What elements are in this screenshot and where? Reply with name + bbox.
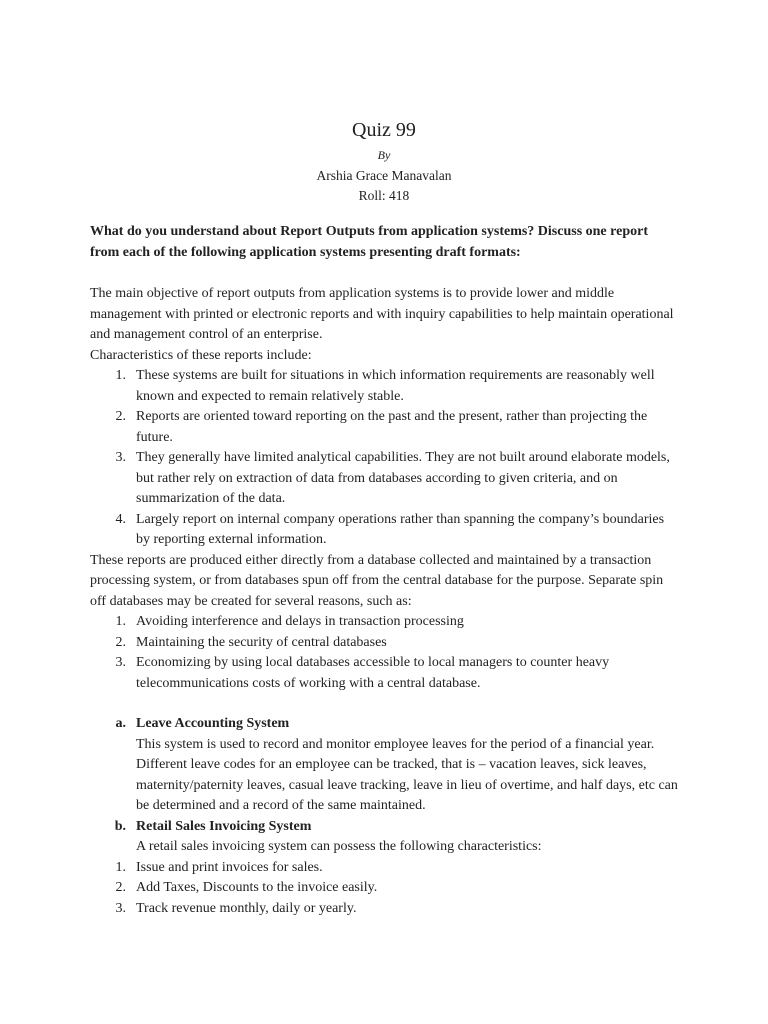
list-number: 3.	[115, 655, 126, 670]
list-item	[90, 612, 680, 633]
section-heading	[90, 714, 680, 735]
list-item-text: They generally have limited analytical capabilities. They are not built around elaborate models, but rather rely on extraction of data from databases according to given criteria, and on summarization of the data.	[136, 450, 670, 506]
list-number: 4.	[115, 511, 126, 527]
list-item-text: Track revenue monthly, daily or yearly.	[136, 900, 357, 916]
section-title: Retail Sales Invoicing System	[136, 818, 312, 834]
list-item	[90, 899, 680, 920]
invoicing-list	[90, 858, 680, 920]
section-retail-sales	[90, 817, 680, 920]
list-item-text: These systems are built for situations in which information requirements are reasonably well known and expected to remain relatively stable.	[136, 368, 655, 404]
list-item	[90, 448, 680, 510]
list-item-text: Add Taxes, Discounts to the invoice easily.	[136, 880, 378, 895]
list-number: 3.	[115, 900, 126, 916]
list-item-text: Issue and print invoices for sales.	[136, 859, 323, 875]
section-heading	[90, 817, 680, 838]
list-item-text: Reports are oriented toward reporting on the past and the present, rather than projecting the future.	[136, 409, 648, 445]
list-item	[90, 653, 680, 694]
list-number: 1.	[115, 368, 126, 383]
spacer	[90, 694, 680, 714]
list-item	[90, 878, 680, 899]
list-number: 2.	[115, 409, 126, 424]
list-number: 2.	[115, 880, 126, 895]
section-body: This system is used to record and monitor employee leaves for the period of a financial year. Different leave codes for an employee can be tracked, that is – vacation leaves, sick leaves, maternity/paternity leaves, casual leave tracking, leave in lieu of overtime, and half days, etc can be determined and a record of the same maintained.	[136, 736, 678, 813]
list-item	[90, 407, 680, 448]
list-item-text: Maintaining the security of central databases	[136, 634, 387, 650]
by-line: By	[377, 148, 391, 162]
section-leave-accounting	[90, 714, 680, 817]
list-item	[90, 510, 680, 551]
characteristics-list	[90, 366, 680, 551]
list-item	[90, 366, 680, 407]
list-item	[90, 858, 680, 879]
reasons-list	[90, 612, 680, 694]
author-block	[0, 166, 768, 206]
section-letter: b.	[114, 818, 126, 834]
question-text: What do you understand about Report Outputs from application systems? Discuss one report from each of the following application systems presenting draft formats:	[90, 224, 648, 260]
list-item-text: Avoiding interference and delays in transaction processing	[136, 614, 464, 629]
section-body: A retail sales invoicing system can possess the following characteristics:	[136, 839, 542, 854]
roll-number: Roll: 418	[358, 188, 410, 203]
list-item-text: Largely report on internal company operations rather than spanning the company’s boundaries by reporting external information.	[136, 511, 665, 547]
list-number: 1.	[115, 614, 126, 629]
produced-paragraph: These reports are produced either directly from a database collected and maintained by a transaction processing system, or from databases spun off from the central database for the purpose. Separate spin off databases may be created for several reasons, such as:	[90, 552, 664, 609]
intro-paragraph: The main objective of report outputs from application systems is to provide lower and middle management with printed or electronic reports and with inquiry capabilities to help maintain operational and management control of an enterprise.	[90, 286, 674, 342]
author-name: Arshia Grace Manavalan	[316, 168, 452, 183]
list-number: 2.	[115, 634, 126, 650]
answer-body	[90, 284, 680, 919]
characteristics-lead: Characteristics of these reports include:	[90, 347, 312, 363]
section-letter: a.	[115, 716, 126, 731]
list-number: 3.	[115, 450, 126, 465]
section-title: Leave Accounting System	[136, 716, 290, 731]
list-item-text: Economizing by using local databases accessible to local managers to counter heavy telecommunications costs of working with a central database.	[136, 655, 610, 691]
document-title: Quiz 99	[352, 119, 416, 141]
list-item	[90, 633, 680, 654]
list-number: 1.	[115, 859, 126, 875]
